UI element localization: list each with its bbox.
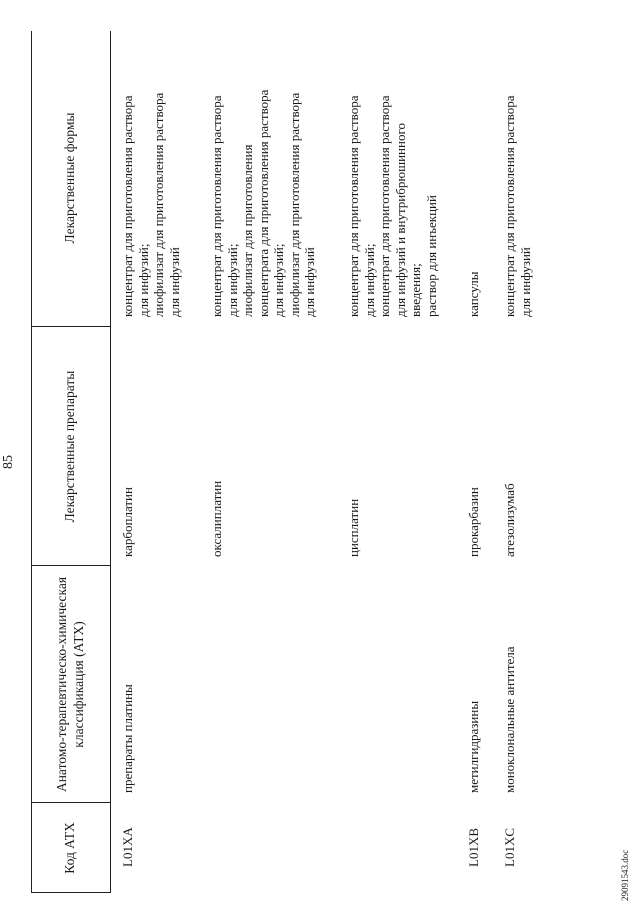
dosage-form-line: для инфузий xyxy=(517,247,533,317)
dosage-forms xyxy=(502,95,533,317)
table-top-rule xyxy=(31,31,32,893)
header-classification-line2: классификация (АТХ) xyxy=(71,621,86,748)
col-divider-2 xyxy=(31,565,110,566)
dosage-form-line: концентрат для приготовления раствора xyxy=(209,95,224,317)
dosage-form-line: концентрат для приготовления раствора xyxy=(346,95,361,317)
footer-filename: 29091543.doc xyxy=(620,849,630,901)
drug-name: прокарбазин xyxy=(466,487,481,557)
row-classification: моноклональные антитела xyxy=(502,646,517,793)
dosage-form-line: концентрат для приготовления раствора xyxy=(377,95,392,317)
header-forms: Лекарственные формы xyxy=(62,112,77,244)
dosage-form-line: раствор для инъекций xyxy=(423,195,439,317)
drug-name: карбоплатин xyxy=(120,487,135,557)
row-classification: препараты платины xyxy=(120,684,135,793)
dosage-forms xyxy=(120,93,182,317)
drug-name: атезолизумаб xyxy=(502,483,517,557)
table-header-rule xyxy=(110,31,111,893)
dosage-form-line: лиофилизат для приготовления раствора xyxy=(286,92,302,317)
dosage-form-line: для инфузий; xyxy=(224,243,240,317)
dosage-form-line: концентрат для приготовления раствора xyxy=(502,95,517,317)
dosage-form-line: для инфузий; xyxy=(361,243,377,317)
header-code: Код АТХ xyxy=(62,822,77,874)
dosage-form-line: введения; xyxy=(408,263,423,317)
dosage-form-line: для инфузий; xyxy=(271,243,286,317)
dosage-form-line: капсулы xyxy=(466,271,481,317)
drug-name: оксалиплатин xyxy=(209,480,224,557)
col-divider-1 xyxy=(31,802,110,803)
dosage-forms xyxy=(346,95,439,317)
dosage-form-line: для инфузий xyxy=(302,247,317,317)
dosage-form-line: лиофилизат для приготовления xyxy=(240,144,255,317)
row-classification: метилгидразины xyxy=(466,700,481,793)
dosage-form-line: концентрат для приготовления раствора xyxy=(120,95,135,317)
header-drugs: Лекарственные препараты xyxy=(62,370,77,523)
dosage-forms xyxy=(466,272,482,317)
drug-name: цисплатин xyxy=(346,498,361,557)
dosage-form-line: для инфузий и внутрибрюшинного xyxy=(392,123,408,317)
dosage-form-line: для инфузий; xyxy=(135,243,151,317)
col-divider-3 xyxy=(31,326,110,327)
dosage-form-line: лиофилизат для приготовления раствора xyxy=(151,92,166,317)
page-number: 85 xyxy=(1,455,16,469)
dosage-form-line: концентрата для приготовления раствора xyxy=(255,89,271,317)
dosage-forms xyxy=(209,90,318,317)
header-classification-line1: Анатомо-терапевтическо-химическая xyxy=(54,576,69,793)
row-code: L01XB xyxy=(466,828,481,867)
row-code: L01XA xyxy=(120,827,135,867)
row-code: L01XC xyxy=(502,828,517,867)
col-divider-left xyxy=(31,892,110,893)
dosage-form-line: для инфузий xyxy=(166,247,182,317)
